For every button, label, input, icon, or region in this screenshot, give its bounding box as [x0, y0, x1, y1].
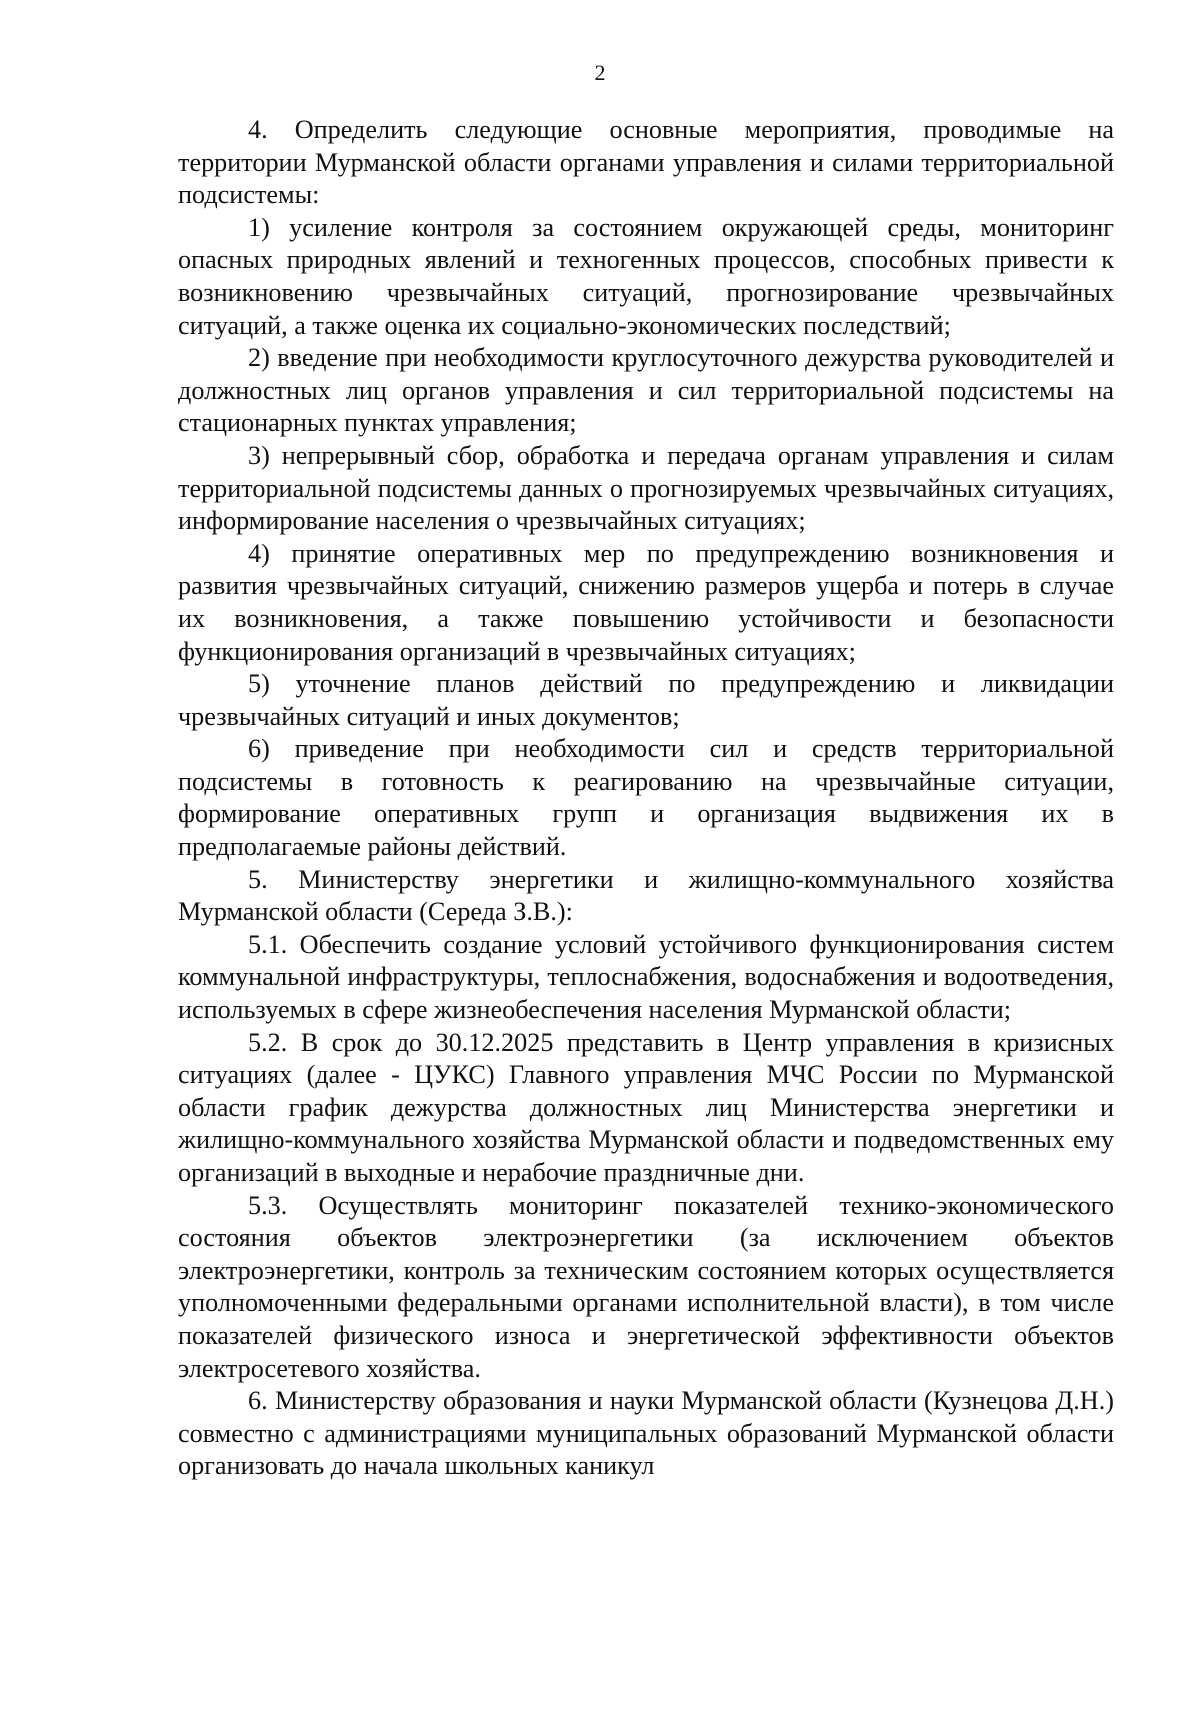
paragraph-5: 5. Министерству энергетики и жилищно-коммунального хозяйства Мурманской области (Середа З.В.):	[178, 864, 1114, 927]
paragraph-4-item-2: 2) введение при необходимости круглосуточного дежурства руководителей и должностных лиц органов управления и сил территориальной подсистемы на стационарных пунктах управления;	[178, 343, 1114, 438]
paragraph-4-item-6: 6) приведение при необходимости сил и средств территориальной подсистемы в готовность к реагированию на чрезвычайные ситуации, формирование оперативных групп и организация выдвижения их в предполагаемые районы действий.	[178, 734, 1114, 862]
paragraph-4-item-1: 1) усиление контроля за состоянием окружающей среды, мониторинг опасных природных явлений и техногенных процессов, способных привести к возникновению чрезвычайных ситуаций, прогнозирование чрезвычайных ситуаций, а также оценка их социально-экономических последствий;	[178, 212, 1114, 340]
paragraph-4-item-3: 3) непрерывный сбор, обработка и передача органам управления и силам территориальной подсистемы данных о прогнозируемых чрезвычайных ситуациях, информирование населения о чрезвычайных ситуациях;	[178, 440, 1114, 536]
paragraph-5-3: 5.3. Осуществлять мониторинг показателей технико-экономического состояния объектов электроэнергетики (за исключением объектов электроэнергетики, контроль за техническим состоянием которых осуществляется уполномоченными федеральными органами исполнительной власти), в том числе показателей физического износа и энергетической эффективности объектов электросетевого хозяйства.	[178, 1190, 1114, 1383]
page-number: 2	[594, 60, 606, 85]
paragraph-5-1: 5.1. Обеспечить создание условий устойчивого функционирования систем коммунальной инфраструктуры, теплоснабжения, водоснабжения и водоотведения, используемых в сфере жизнеобеспечения населения Мурманской области;	[178, 929, 1114, 1025]
paragraph-4-item-5: 5) уточнение планов действий по предупреждению и ликвидации чрезвычайных ситуаций и иных документов;	[178, 669, 1114, 731]
document-body	[178, 114, 1114, 1483]
paragraph-4: 4. Определить следующие основные мероприятия, проводимые на территории Мурманской области органами управления и силами территориальной подсистемы:	[178, 115, 1114, 210]
paragraph-5-2: 5.2. В срок до 30.12.2025 представить в Центр управления в кризисных ситуациях (далее - ЦУКС) Главного управления МЧС России по Мурманской области график дежурства должностных лиц Министерства энергетики и жилищно-коммунального хозяйства Мурманской области и подведомственных ему организаций в выходные и нерабочие праздничные дни.	[178, 1027, 1114, 1187]
paragraph-4-item-4: 4) принятие оперативных мер по предупреждению возникновения и развития чрезвычайных ситуаций, снижению размеров ущерба и потерь в случае их возникновения, а также повышению устойчивости и безопасности функционирования организаций в чрезвычайных ситуациях;	[178, 538, 1114, 666]
paragraph-6: 6. Министерству образования и науки Мурманской области (Кузнецова Д.Н.) совместно с администрациями муниципальных образований Мурманской области организовать до начала школьных каникул	[178, 1386, 1114, 1481]
